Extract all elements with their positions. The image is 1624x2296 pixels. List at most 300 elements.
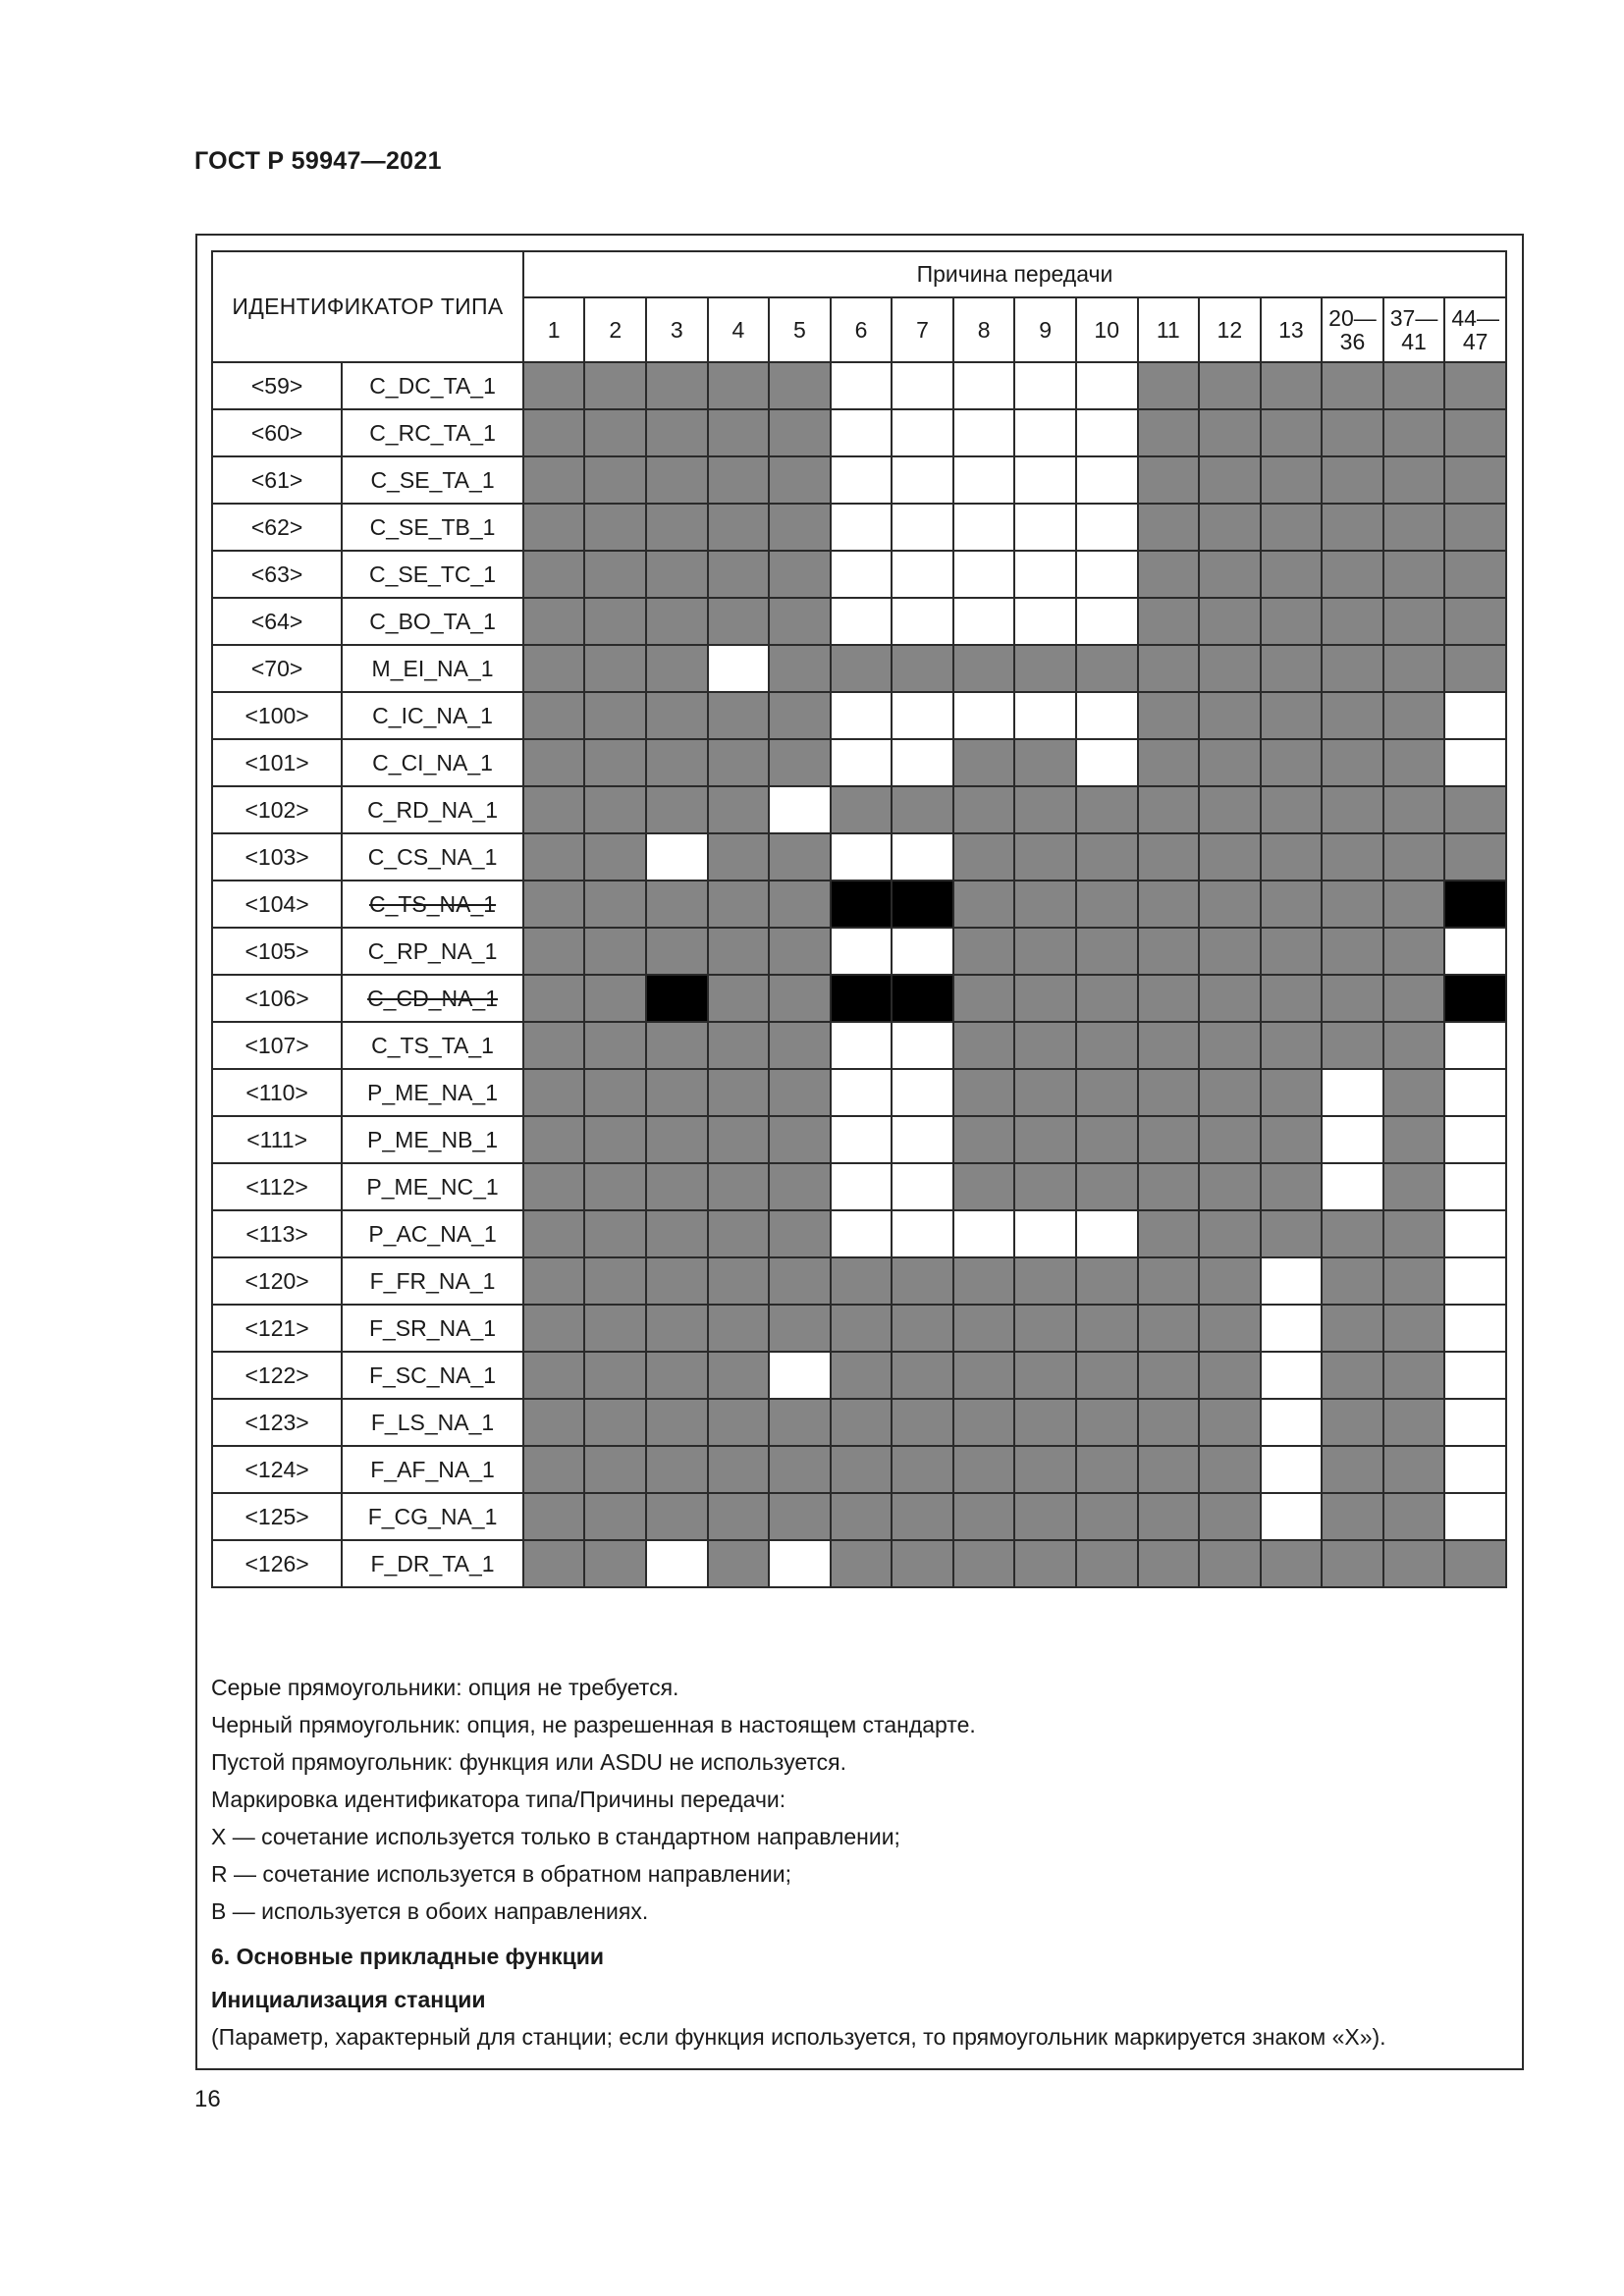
empty-cell	[953, 1210, 1015, 1257]
gray-cell	[1383, 1116, 1445, 1163]
type-code-cell: <110>	[212, 1069, 342, 1116]
gray-cell	[1261, 598, 1323, 645]
gray-cell	[1014, 928, 1076, 975]
gray-cell	[1322, 975, 1383, 1022]
type-code-cell: <70>	[212, 645, 342, 692]
empty-cell	[1076, 692, 1138, 739]
table-row	[212, 975, 1506, 1022]
gray-cell	[1322, 598, 1383, 645]
table-row	[212, 1069, 1506, 1116]
gray-cell	[1138, 1116, 1200, 1163]
gray-cell	[523, 1210, 585, 1257]
gray-cell	[953, 739, 1015, 786]
gray-cell	[831, 1493, 893, 1540]
empty-cell	[1444, 739, 1506, 786]
gray-cell	[1199, 409, 1261, 456]
gray-cell	[1199, 1352, 1261, 1399]
gray-cell	[1383, 1210, 1445, 1257]
gray-cell	[584, 833, 646, 881]
gray-cell	[1322, 739, 1383, 786]
note-x: X — сочетание используется только в стандартном направлении;	[211, 1824, 900, 1849]
gray-cell	[1199, 1210, 1261, 1257]
gray-cell	[646, 409, 708, 456]
gray-cell	[708, 598, 770, 645]
empty-cell	[953, 598, 1015, 645]
gray-cell	[708, 739, 770, 786]
empty-cell	[892, 456, 953, 504]
gray-cell	[523, 645, 585, 692]
cause-column-header: 9	[1014, 297, 1076, 362]
black-cell	[1444, 975, 1506, 1022]
empty-cell	[1076, 456, 1138, 504]
empty-cell	[831, 362, 893, 409]
type-name-cell: C_SE_TB_1	[342, 504, 523, 551]
gray-cell	[1383, 504, 1445, 551]
type-name-cell: F_SR_NA_1	[342, 1305, 523, 1352]
table-row	[212, 739, 1506, 786]
empty-cell	[892, 739, 953, 786]
empty-cell	[1076, 598, 1138, 645]
empty-cell	[831, 739, 893, 786]
page-number: 16	[194, 2086, 221, 2112]
table-row	[212, 1116, 1506, 1163]
gray-cell	[1014, 881, 1076, 928]
black-cell	[892, 881, 953, 928]
gray-cell	[523, 1257, 585, 1305]
empty-cell	[1261, 1446, 1323, 1493]
gray-cell	[1076, 975, 1138, 1022]
gray-cell	[1261, 504, 1323, 551]
type-code-cell: <111>	[212, 1116, 342, 1163]
gray-cell	[1383, 881, 1445, 928]
gray-cell	[1383, 975, 1445, 1022]
gray-cell	[1076, 1493, 1138, 1540]
gray-cell	[831, 1399, 893, 1446]
cause-column-header: 20— 36	[1322, 297, 1383, 362]
type-name-cell: C_CD_NA_1	[342, 975, 523, 1022]
gray-cell	[769, 645, 831, 692]
gray-cell	[1444, 833, 1506, 881]
empty-cell	[1444, 1493, 1506, 1540]
gray-cell	[892, 1257, 953, 1305]
black-cell	[831, 975, 893, 1022]
empty-cell	[892, 692, 953, 739]
cause-column-header: 44— 47	[1444, 297, 1506, 362]
gray-cell	[1322, 881, 1383, 928]
gray-cell	[1138, 1352, 1200, 1399]
gray-cell	[708, 1446, 770, 1493]
gray-cell	[1383, 928, 1445, 975]
gray-cell	[1138, 1069, 1200, 1116]
gray-cell	[1444, 1540, 1506, 1587]
gray-cell	[1383, 1257, 1445, 1305]
gray-cell	[584, 786, 646, 833]
gray-cell	[1444, 504, 1506, 551]
cause-column-header: 6	[831, 297, 893, 362]
gray-cell	[1014, 1493, 1076, 1540]
empty-cell	[1261, 1352, 1323, 1399]
gray-cell	[646, 1493, 708, 1540]
gray-cell	[1383, 833, 1445, 881]
gray-cell	[523, 692, 585, 739]
gray-cell	[708, 692, 770, 739]
gray-cell	[1014, 1022, 1076, 1069]
gray-cell	[1383, 1352, 1445, 1399]
gray-cell	[1138, 739, 1200, 786]
gray-cell	[708, 1352, 770, 1399]
empty-cell	[1261, 1399, 1323, 1446]
gray-cell	[523, 1305, 585, 1352]
gray-cell	[523, 881, 585, 928]
gray-cell	[584, 598, 646, 645]
gray-cell	[769, 1446, 831, 1493]
gray-cell	[646, 551, 708, 598]
empty-cell	[831, 1022, 893, 1069]
type-code-cell: <104>	[212, 881, 342, 928]
gray-cell	[1138, 786, 1200, 833]
empty-cell	[1444, 1305, 1506, 1352]
type-name-cell: C_RC_TA_1	[342, 409, 523, 456]
gray-cell	[708, 1116, 770, 1163]
gray-cell	[1199, 881, 1261, 928]
gray-cell	[646, 739, 708, 786]
gray-cell	[646, 1399, 708, 1446]
table-row	[212, 645, 1506, 692]
gray-cell	[584, 1257, 646, 1305]
gray-cell	[1322, 833, 1383, 881]
cause-column-header: 37— 41	[1383, 297, 1445, 362]
table-row	[212, 1493, 1506, 1540]
gray-cell	[769, 1163, 831, 1210]
gray-cell	[708, 362, 770, 409]
gray-cell	[1014, 1305, 1076, 1352]
table-row	[212, 786, 1506, 833]
empty-cell	[1444, 1022, 1506, 1069]
type-name-cell: C_TS_TA_1	[342, 1022, 523, 1069]
gray-cell	[1199, 645, 1261, 692]
gray-cell	[523, 504, 585, 551]
gray-cell	[646, 1352, 708, 1399]
gray-cell	[523, 1022, 585, 1069]
empty-cell	[1444, 1257, 1506, 1305]
gray-cell	[1261, 975, 1323, 1022]
type-code-cell: <59>	[212, 362, 342, 409]
type-code-cell: <103>	[212, 833, 342, 881]
gray-cell	[1199, 928, 1261, 975]
gray-cell	[1322, 1022, 1383, 1069]
type-name-cell: F_AF_NA_1	[342, 1446, 523, 1493]
cause-column-header: 8	[953, 297, 1015, 362]
gray-cell	[953, 928, 1015, 975]
gray-cell	[953, 1493, 1015, 1540]
gray-cell	[708, 975, 770, 1022]
gray-cell	[1138, 551, 1200, 598]
type-code-cell: <123>	[212, 1399, 342, 1446]
cause-column-header: 3	[646, 297, 708, 362]
empty-cell	[831, 456, 893, 504]
gray-cell	[523, 739, 585, 786]
gray-cell	[708, 1069, 770, 1116]
type-name-cell: C_IC_NA_1	[342, 692, 523, 739]
gray-cell	[953, 975, 1015, 1022]
gray-cell	[769, 692, 831, 739]
gray-cell	[708, 551, 770, 598]
gray-cell	[769, 504, 831, 551]
gray-cell	[1261, 409, 1323, 456]
empty-cell	[769, 1540, 831, 1587]
gray-cell	[1076, 1022, 1138, 1069]
section-heading: 6. Основные прикладные функции	[211, 1944, 605, 1969]
gray-cell	[584, 504, 646, 551]
gray-cell	[1199, 1116, 1261, 1163]
gray-cell	[892, 1446, 953, 1493]
gray-cell	[831, 645, 893, 692]
empty-cell	[1444, 1210, 1506, 1257]
table-body	[212, 362, 1506, 1587]
gray-cell	[1383, 645, 1445, 692]
type-name-cell: F_FR_NA_1	[342, 1257, 523, 1305]
empty-cell	[892, 1163, 953, 1210]
gray-cell	[1138, 1257, 1200, 1305]
empty-cell	[1014, 1210, 1076, 1257]
gray-cell	[1322, 1493, 1383, 1540]
type-code-cell: <106>	[212, 975, 342, 1022]
gray-cell	[523, 1116, 585, 1163]
gray-cell	[646, 1022, 708, 1069]
init-description: (Параметр, характерный для станции; если функция используется, то прямоугольник маркируется знаком «X»).	[211, 2024, 1386, 2050]
empty-cell	[1322, 1116, 1383, 1163]
gray-cell	[1138, 1163, 1200, 1210]
gray-cell	[523, 928, 585, 975]
gray-cell	[953, 786, 1015, 833]
legend-notes	[211, 1669, 1517, 2056]
gray-cell	[1076, 1257, 1138, 1305]
gray-cell	[1138, 1399, 1200, 1446]
gray-cell	[1076, 881, 1138, 928]
gray-cell	[646, 1163, 708, 1210]
gray-cell	[584, 456, 646, 504]
gray-cell	[1199, 833, 1261, 881]
gray-cell	[1199, 362, 1261, 409]
empty-cell	[831, 551, 893, 598]
gray-cell	[1014, 1163, 1076, 1210]
gray-cell	[769, 551, 831, 598]
gray-cell	[523, 456, 585, 504]
type-code-cell: <64>	[212, 598, 342, 645]
document-code: ГОСТ Р 59947—2021	[194, 147, 442, 175]
gray-cell	[1138, 409, 1200, 456]
empty-cell	[1261, 1493, 1323, 1540]
gray-cell	[1138, 975, 1200, 1022]
empty-cell	[1444, 1116, 1506, 1163]
gray-cell	[1383, 1305, 1445, 1352]
empty-cell	[1076, 409, 1138, 456]
type-name-cell: C_DC_TA_1	[342, 362, 523, 409]
empty-cell	[953, 692, 1015, 739]
gray-cell	[892, 1305, 953, 1352]
empty-cell	[953, 362, 1015, 409]
gray-cell	[708, 1493, 770, 1540]
gray-cell	[1322, 1305, 1383, 1352]
cause-of-transmission-table	[211, 250, 1507, 1588]
gray-cell	[953, 1163, 1015, 1210]
cause-column-header: 7	[892, 297, 953, 362]
gray-cell	[1199, 786, 1261, 833]
type-code-cell: <100>	[212, 692, 342, 739]
gray-cell	[584, 409, 646, 456]
gray-cell	[584, 551, 646, 598]
gray-cell	[1322, 362, 1383, 409]
empty-cell	[1014, 456, 1076, 504]
gray-cell	[523, 786, 585, 833]
subsection-heading: Инициализация станции	[211, 1987, 486, 2012]
gray-cell	[1444, 598, 1506, 645]
cause-column-header: 1	[523, 297, 585, 362]
gray-cell	[1322, 551, 1383, 598]
black-cell	[892, 975, 953, 1022]
gray-cell	[831, 1352, 893, 1399]
gray-cell	[1138, 1540, 1200, 1587]
type-code-cell: <63>	[212, 551, 342, 598]
cause-column-header: 10	[1076, 297, 1138, 362]
note-empty: Пустой прямоугольник: функция или ASDU не используется.	[211, 1749, 846, 1775]
gray-cell	[1199, 598, 1261, 645]
gray-cell	[1261, 551, 1323, 598]
gray-cell	[769, 362, 831, 409]
gray-cell	[831, 1305, 893, 1352]
empty-cell	[892, 551, 953, 598]
empty-cell	[708, 645, 770, 692]
gray-cell	[523, 1540, 585, 1587]
gray-cell	[1322, 645, 1383, 692]
gray-cell	[708, 928, 770, 975]
gray-cell	[1322, 692, 1383, 739]
gray-cell	[1444, 786, 1506, 833]
gray-cell	[953, 833, 1015, 881]
gray-cell	[892, 1493, 953, 1540]
gray-cell	[953, 1069, 1015, 1116]
gray-cell	[1076, 1116, 1138, 1163]
gray-cell	[708, 1257, 770, 1305]
cause-of-transmission-header: Причина передачи	[523, 251, 1506, 297]
gray-cell	[1383, 1446, 1445, 1493]
gray-cell	[1014, 1069, 1076, 1116]
cause-column-header: 13	[1261, 297, 1323, 362]
empty-cell	[1444, 1069, 1506, 1116]
gray-cell	[1383, 1069, 1445, 1116]
type-code-cell: <62>	[212, 504, 342, 551]
empty-cell	[1014, 504, 1076, 551]
type-name-cell: C_CI_NA_1	[342, 739, 523, 786]
table-row	[212, 692, 1506, 739]
empty-cell	[1261, 1305, 1323, 1352]
gray-cell	[1383, 786, 1445, 833]
type-code-cell: <105>	[212, 928, 342, 975]
type-code-cell: <112>	[212, 1163, 342, 1210]
note-r: R — сочетание используется в обратном направлении;	[211, 1861, 792, 1887]
gray-cell	[523, 1446, 585, 1493]
gray-cell	[1444, 409, 1506, 456]
gray-cell	[1383, 409, 1445, 456]
empty-cell	[892, 409, 953, 456]
gray-cell	[1261, 1210, 1323, 1257]
gray-cell	[523, 1493, 585, 1540]
empty-cell	[1014, 409, 1076, 456]
empty-cell	[831, 1069, 893, 1116]
gray-cell	[584, 739, 646, 786]
table-row	[212, 833, 1506, 881]
gray-cell	[831, 1540, 893, 1587]
empty-cell	[892, 598, 953, 645]
gray-cell	[769, 881, 831, 928]
gray-cell	[646, 1305, 708, 1352]
empty-cell	[892, 928, 953, 975]
gray-cell	[1138, 456, 1200, 504]
gray-cell	[1261, 786, 1323, 833]
type-code-cell: <125>	[212, 1493, 342, 1540]
gray-cell	[769, 975, 831, 1022]
gray-cell	[1322, 409, 1383, 456]
empty-cell	[646, 833, 708, 881]
table-row	[212, 1257, 1506, 1305]
empty-cell	[1076, 362, 1138, 409]
note-marking: Маркировка идентификатора типа/Причины передачи:	[211, 1787, 786, 1812]
gray-cell	[1199, 1163, 1261, 1210]
gray-cell	[1138, 928, 1200, 975]
gray-cell	[953, 1540, 1015, 1587]
gray-cell	[584, 1210, 646, 1257]
gray-cell	[646, 1210, 708, 1257]
type-code-cell: <126>	[212, 1540, 342, 1587]
type-name-cell: C_TS_NA_1	[342, 881, 523, 928]
gray-cell	[584, 1305, 646, 1352]
gray-cell	[1322, 786, 1383, 833]
type-name-cell: F_CG_NA_1	[342, 1493, 523, 1540]
empty-cell	[953, 456, 1015, 504]
gray-cell	[1322, 504, 1383, 551]
gray-cell	[1199, 1540, 1261, 1587]
gray-cell	[1138, 692, 1200, 739]
gray-cell	[1383, 362, 1445, 409]
gray-cell	[646, 1069, 708, 1116]
gray-cell	[584, 1116, 646, 1163]
gray-cell	[1138, 1305, 1200, 1352]
empty-cell	[1322, 1069, 1383, 1116]
gray-cell	[646, 362, 708, 409]
gray-cell	[1138, 645, 1200, 692]
black-cell	[646, 975, 708, 1022]
gray-cell	[523, 409, 585, 456]
gray-cell	[1076, 786, 1138, 833]
gray-cell	[708, 456, 770, 504]
gray-cell	[646, 1116, 708, 1163]
gray-cell	[708, 1399, 770, 1446]
gray-cell	[584, 928, 646, 975]
type-name-cell: M_EI_NA_1	[342, 645, 523, 692]
type-code-cell: <102>	[212, 786, 342, 833]
gray-cell	[1383, 598, 1445, 645]
gray-cell	[769, 1116, 831, 1163]
gray-cell	[584, 1446, 646, 1493]
gray-cell	[1383, 1493, 1445, 1540]
type-code-cell: <120>	[212, 1257, 342, 1305]
empty-cell	[1076, 504, 1138, 551]
type-name-cell: F_SC_NA_1	[342, 1352, 523, 1399]
gray-cell	[1199, 1399, 1261, 1446]
gray-cell	[523, 975, 585, 1022]
gray-cell	[584, 1399, 646, 1446]
cause-column-header: 4	[708, 297, 770, 362]
